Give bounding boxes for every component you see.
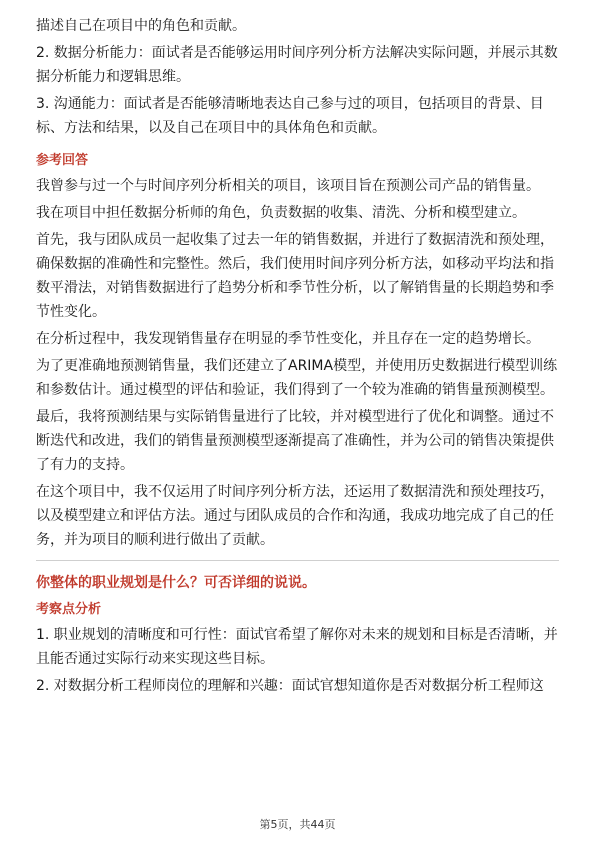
- analysis-list: [36, 623, 559, 698]
- top-item-1: 描述自己在项目中的角色和贡献。: [36, 18, 246, 34]
- document-page: [36, 14, 559, 701]
- analysis-heading: 考察点分析: [36, 602, 102, 617]
- top-item-2: 2. 数据分析能力：面试者是否能够运用时间序列分析方法解决实际问题，并展示其数据分析能力和逻辑思维。: [36, 45, 558, 85]
- answer-paragraph: 为了更准确地预测销售量，我们还建立了ARIMA模型，并使用历史数据进行模型训练和参数估计。通过模型的评估和验证，我们得到了一个较为准确的销售量预测模型。: [36, 358, 558, 398]
- section-divider: [36, 560, 559, 561]
- answer-paragraph: 首先，我与团队成员一起收集了过去一年的销售数据，并进行了数据清洗和预处理，确保数据的准确性和完整性。然后，我们使用时间序列分析方法，如移动平均法和指数平滑法，对销售数据进行了趋势分析和季节性分析，以了解销售量的长期趋势和季节性变化。: [36, 232, 554, 320]
- reference-answer-body: [36, 174, 559, 552]
- answer-paragraph: 我曾参与过一个与时间序列分析相关的项目，该项目旨在预测公司产品的销售量。: [36, 178, 540, 194]
- question-title: 你整体的职业规划是什么？可否详细的说说。: [36, 575, 316, 591]
- top-section: [36, 14, 559, 140]
- top-item-3: 3. 沟通能力：面试者是否能够清晰地表达自己参与过的项目，包括项目的背景、目标、方法和结果，以及自己在项目中的具体角色和贡献。: [36, 96, 544, 136]
- answer-paragraph: 我在项目中担任数据分析师的角色，负责数据的收集、清洗、分析和模型建立。: [36, 205, 526, 221]
- page-number: 第5页，共44页: [259, 818, 336, 831]
- analysis-item-1: 1. 职业规划的清晰度和可行性：面试官希望了解你对未来的规划和目标是否清晰，并且能否通过实际行动来实现这些目标。: [36, 627, 558, 667]
- answer-paragraph: 在这个项目中，我不仅运用了时间序列分析方法，还运用了数据清洗和预处理技巧，以及模型建立和评估方法。通过与团队成员的合作和沟通，我成功地完成了自己的任务，并为项目的顺利进行做出了贡献。: [36, 484, 554, 548]
- analysis-item-2: 2. 对数据分析工程师岗位的理解和兴趣：面试官想知道你是否对数据分析工程师这: [36, 678, 544, 694]
- answer-paragraph: 最后，我将预测结果与实际销售量进行了比较，并对模型进行了优化和调整。通过不断迭代和改进，我们的销售量预测模型逐渐提高了准确性，并为公司的销售决策提供了有力的支持。: [36, 409, 554, 473]
- reference-answer-heading: 参考回答: [36, 153, 89, 168]
- answer-paragraph: 在分析过程中，我发现销售量存在明显的季节性变化，并且存在一定的趋势增长。: [36, 331, 540, 347]
